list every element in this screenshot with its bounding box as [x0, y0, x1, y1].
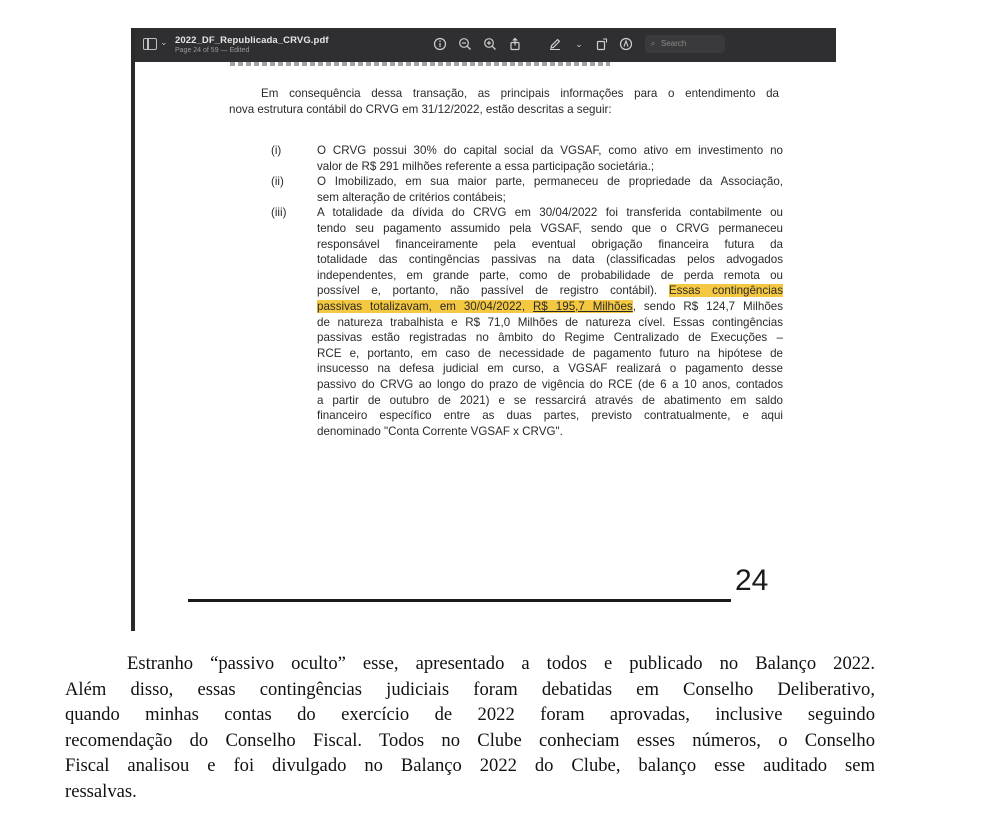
item-line: independentes, em grande parte, como de probabilidade de perda remota ou [317, 268, 783, 282]
annotate-icon[interactable] [619, 37, 633, 51]
highlighted-text: passivas totalizavam, em 30/04/2022, [317, 299, 534, 313]
search-input[interactable]: ⌕ Search [645, 35, 725, 53]
essay-line: Além disso, essas contingências judiciais foram debatidas em Conselho Deliberativo, [65, 678, 875, 700]
highlighted-text: Essas contingências [668, 284, 783, 298]
pdf-page [135, 62, 836, 631]
share-icon[interactable] [508, 37, 522, 51]
item-line: passivo do CRVG ao longo do prazo de vigência do RCE (de 6 a 10 anos, contados [317, 377, 783, 391]
markup-pen-icon[interactable] [548, 37, 562, 51]
essay-line: Estranho “passivo oculto” esse, apresentado a todos e publicado no Balanço 2022. [127, 653, 875, 674]
essay-line: Fiscal analisou e foi divulgado no Balanço 2022 do Clube, balanço esse auditado sem [65, 755, 875, 777]
file-name: 2022_DF_Republicada_CRVG.pdf [175, 35, 329, 46]
highlighted-amount: R$ 195,7 Milhões [533, 299, 633, 313]
viewer-toolbar [135, 28, 836, 62]
item-line: passivas estão registradas no âmbito do Regime Centralizado de Execuções – [317, 331, 783, 345]
item-line: financeiro específico entre as duas partes, previsto contratualmente, e aqui [317, 409, 783, 423]
item-number: (i) [271, 144, 282, 157]
plain-text: , sendo R$ 124,7 Milhões [632, 299, 784, 313]
intro-line: Em consequência dessa transação, as principais informações para o entendimento da [261, 87, 779, 100]
zoom-out-icon[interactable] [458, 37, 472, 51]
essay-line: ressalvas. [65, 780, 137, 802]
item-line: O Imobilizado, em sua maior parte, permaneceu de propriedade da Associação, [317, 175, 783, 189]
item-line: A totalidade da dívida do CRVG em 30/04/2022 foi transferida contabilmente ou [317, 206, 783, 220]
item-line: totalidade das contingências passivas na data (classificadas pelos advogados [317, 253, 783, 267]
item-line: RCE e, portanto, em caso de necessidade de pagamento futuro na hipótese de [317, 346, 783, 360]
item-line: insucesso na defesa judicial em curso, a VGSAF realizará o pagamento desse [317, 362, 783, 376]
item-line: valor de R$ 291 milhões referente a essa participação societária.; [317, 159, 655, 173]
rotate-icon[interactable] [595, 37, 609, 51]
essay-line: quando minhas contas do exercício de 2022 foram aprovadas, inclusive seguindo [65, 704, 875, 726]
sidebar-icon[interactable] [143, 38, 157, 50]
item-line: de natureza trabalhista e R$ 71,0 Milhões de natureza cível. Essas contingências [317, 315, 783, 329]
item-line: responsável financeiramente pela eventual obrigação financeira futura da [317, 237, 783, 251]
item-line: tendo seu pagamento assumido pela VGSAF, sendo que o CRVG permaneceu [317, 221, 783, 235]
previous-text-cutoff [230, 62, 610, 66]
item-line [317, 283, 783, 299]
search-icon: ⌕ [650, 39, 656, 48]
list-item [271, 143, 783, 174]
plain-text: possível e, portanto, não passível de registro contábil). [317, 284, 669, 298]
intro-paragraph [229, 86, 779, 117]
footer-rule [188, 599, 731, 602]
info-icon[interactable] [433, 37, 447, 51]
item-list [271, 143, 783, 439]
item-line: a partir de outubro de 2021) e se ressarcirá através de abatimento em saldo [317, 393, 783, 407]
chevron-down-icon[interactable]: ⌄ [575, 39, 583, 49]
item-line: denominado "Conta Corrente VGSAF x CRVG". [317, 424, 563, 438]
list-item [271, 174, 783, 205]
item-line: sem alteração de critérios contábeis; [317, 190, 506, 204]
essay-paragraph [65, 651, 875, 805]
pdf-viewer-screenshot [131, 28, 836, 631]
item-line [317, 299, 783, 315]
item-line: O CRVG possui 30% do capital social da VGSAF, como ativo em investimento no [317, 144, 783, 157]
item-number: (ii) [271, 175, 284, 189]
list-item [271, 205, 783, 439]
page-number: 24 [735, 564, 769, 597]
essay-line: recomendação do Conselho Fiscal. Todos no Clube conheciam esses números, o Conselho [65, 729, 875, 751]
zoom-in-icon[interactable] [483, 37, 497, 51]
chevron-down-icon[interactable]: ⌄ [160, 37, 168, 47]
item-number: (iii) [271, 206, 287, 220]
intro-line: nova estrutura contábil do CRVG em 31/12/2022, estão descritas a seguir: [229, 102, 612, 116]
page-count-subtitle: Page 24 of 59 — Edited [175, 47, 250, 54]
